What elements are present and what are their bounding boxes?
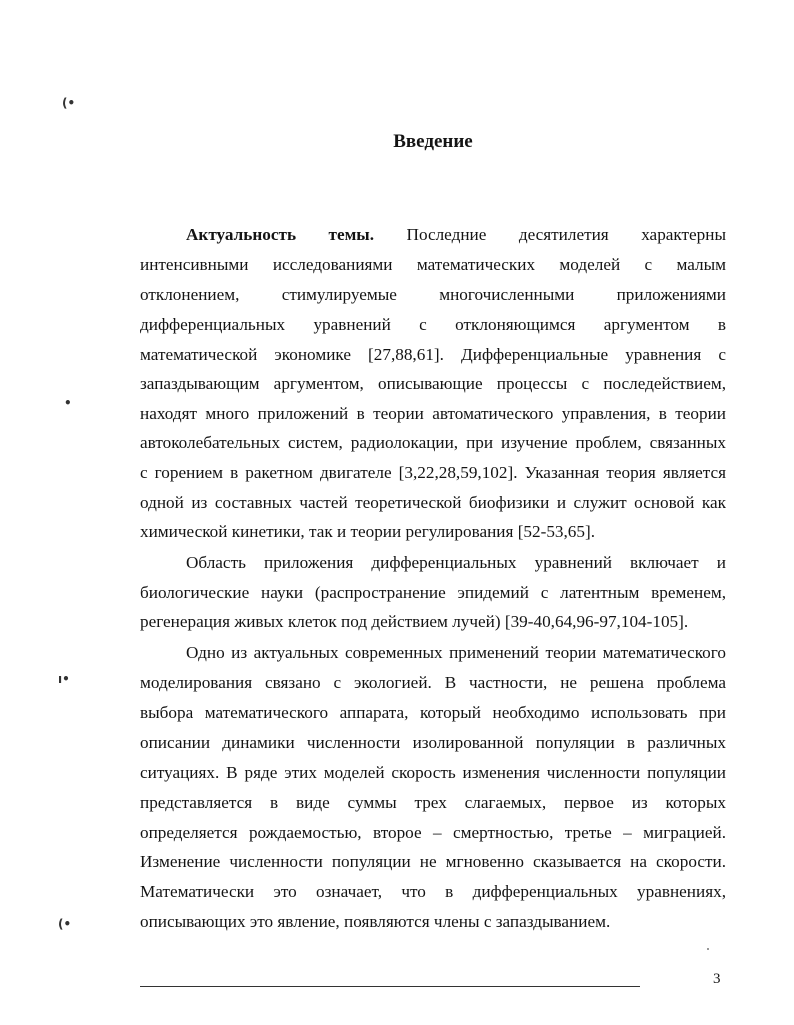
paragraph-1-line-5: математической экономике [27,88,61]. Дифференциальные уравнения с (140, 345, 726, 364)
paragraph-3-line-5: ситуациях. В ряде этих моделей скорость изменения численности популяции (140, 763, 726, 782)
paragraph-3-line-7: определяется рождаемостью, второе – смертностью, третье – миграцией. (140, 823, 726, 842)
paragraph-1-line-2: интенсивными исследованиями математических моделей с малым (140, 255, 726, 274)
paragraph-1-lead: Актуальность темы. (186, 225, 375, 244)
paragraph-1-line-3: отклонением, стимулируемые многочисленными приложениями (140, 285, 726, 304)
scan-mark-1: (• (62, 96, 76, 110)
paragraph-2-line-2: биологические науки (распространение эпидемий с латентным временем, (140, 583, 726, 602)
paragraph-1-line-4: дифференциальных уравнений с отклоняющимся аргументом в (140, 315, 726, 334)
paragraph-2-line-1: Область приложения дифференциальных уравнений включает и (186, 553, 726, 572)
paragraph-1-line-10: одной из составных частей теоретической биофизики и служит основой как (140, 493, 726, 512)
scan-speck (707, 948, 709, 950)
paragraph-3-line-3: выбора математического аппарата, который необходимо использовать при (140, 703, 726, 722)
paragraph-1-line-1 (186, 224, 726, 246)
paragraph-3-line-2: моделирования связано с экологией. В частности, не решена проблема (140, 673, 726, 692)
paragraph-1-line-8: автоколебательных систем, радиолокации, при изучение проблем, связанных (140, 433, 726, 452)
paragraph-3-line-9: Математически это означает, что в дифференциальных уравнениях, (140, 882, 726, 901)
paragraph-1-line-7: находят много приложений в теории автоматического управления, в теории (140, 404, 726, 423)
paragraph-3-line-1: Одно из актуальных современных применений теории математического (186, 643, 726, 662)
page-number: 3 (713, 971, 721, 987)
scan-mark-2: • (64, 396, 72, 410)
scan-mark-3: ı• (58, 672, 70, 686)
paragraph-3-line-6: представляется в виде суммы трех слагаемых, первое из которых (140, 793, 726, 812)
paragraph-1-line-9: с горением в ракетном двигателе [3,22,28,59,102]. Указанная теория является (140, 463, 726, 482)
paragraph-3-line-4: описании динамики численности изолированной популяции в различных (140, 733, 726, 752)
scan-mark-4: (• (58, 917, 72, 931)
paragraph-3-line-10: описывающих это явление, появляются члены с запаздыванием. (140, 912, 611, 931)
paragraph-1-line-1-text: Последние десятилетия характерны (406, 225, 727, 244)
paragraph-1-line-11: химической кинетики, так и теории регулирования [52-53,65]. (140, 522, 596, 541)
paragraph-1-line-6: запаздывающим аргументом, описывающие процессы с последействием, (140, 374, 726, 393)
paragraph-3-line-8: Изменение численности популяции не мгновенно сказывается на скорости. (140, 852, 726, 871)
footer-rule (140, 986, 640, 987)
page-title: Введение (393, 131, 473, 152)
paragraph-2-line-3: регенерация живых клеток под действием лучей) [39-40,64,96-97,104-105]. (140, 612, 689, 631)
